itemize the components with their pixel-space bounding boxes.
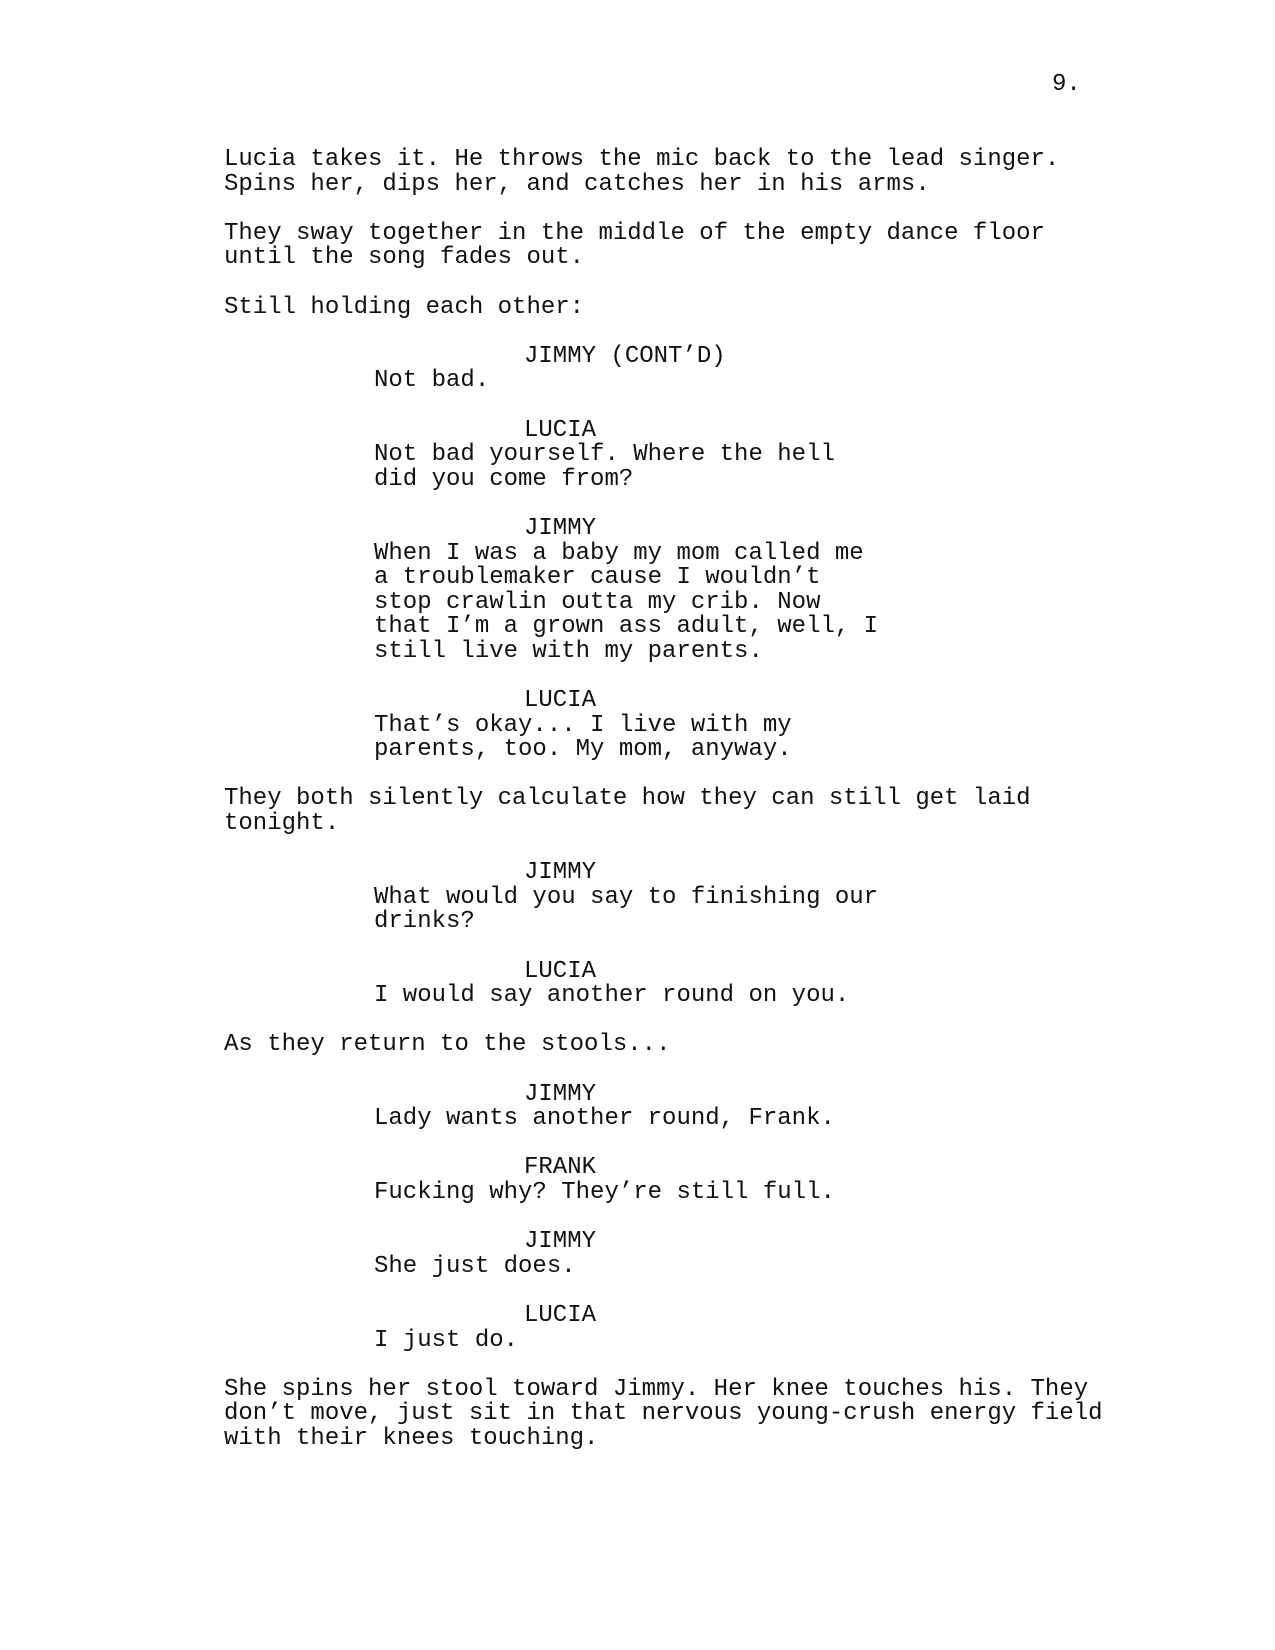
action-line: They both silently calculate how they can still get laid tonight.: [224, 785, 1031, 838]
character-name: FRANK: [524, 1154, 597, 1182]
page-number: 9.: [1052, 71, 1081, 98]
action-line: She spins her stool toward Jimmy. Her knee touches his. They don’t move, just sit in that nervous young-crush energy field with their knees touching.: [224, 1375, 1103, 1452]
screenplay-page: [224, 148, 1124, 1451]
character-name: LUCIA: [524, 416, 597, 444]
character-name: JIMMY: [524, 859, 597, 887]
action-line: As they return to the stools...: [224, 1031, 671, 1059]
dialogue-line: Not bad.: [374, 367, 490, 395]
character-name: JIMMY: [524, 514, 597, 542]
action-line: Still holding each other:: [224, 293, 585, 321]
action-line: Lucia takes it. He throws the mic back to the lead singer. Spins her, dips her, and catches her in his arms.: [224, 146, 1060, 198]
character-name: JIMMY: [524, 1228, 597, 1256]
action-line: They sway together in the middle of the empty dance floor until the song fades out.: [224, 219, 1045, 272]
character-name: JIMMY: [524, 1080, 597, 1108]
dialogue-line: Fucking why? They’re still full.: [374, 1178, 835, 1206]
dialogue-line: Lady wants another round, Frank.: [374, 1105, 835, 1133]
dialogue-line: I would say another round on you.: [374, 982, 850, 1010]
dialogue-line: That’s okay... I live with my parents, too. My mom, anyway.: [374, 711, 792, 764]
dialogue-line: Not bad yourself. Where the hell did you come from?: [374, 441, 835, 493]
dialogue-line: I just do.: [374, 1326, 519, 1354]
character-name: LUCIA: [524, 687, 597, 715]
dialogue-line: She just does.: [374, 1252, 576, 1280]
dialogue-line: When I was a baby my mom called me a troublemaker cause I wouldn’t stop crawlin outta my crib. Now that I’m a grown ass adult, well, I still live with my parents.: [374, 539, 879, 665]
character-name: LUCIA: [524, 1301, 597, 1329]
character-name: JIMMY (CONT’D): [524, 342, 726, 370]
dialogue-line: What would you say to finishing our drinks?: [374, 883, 879, 936]
character-name: LUCIA: [524, 957, 597, 985]
